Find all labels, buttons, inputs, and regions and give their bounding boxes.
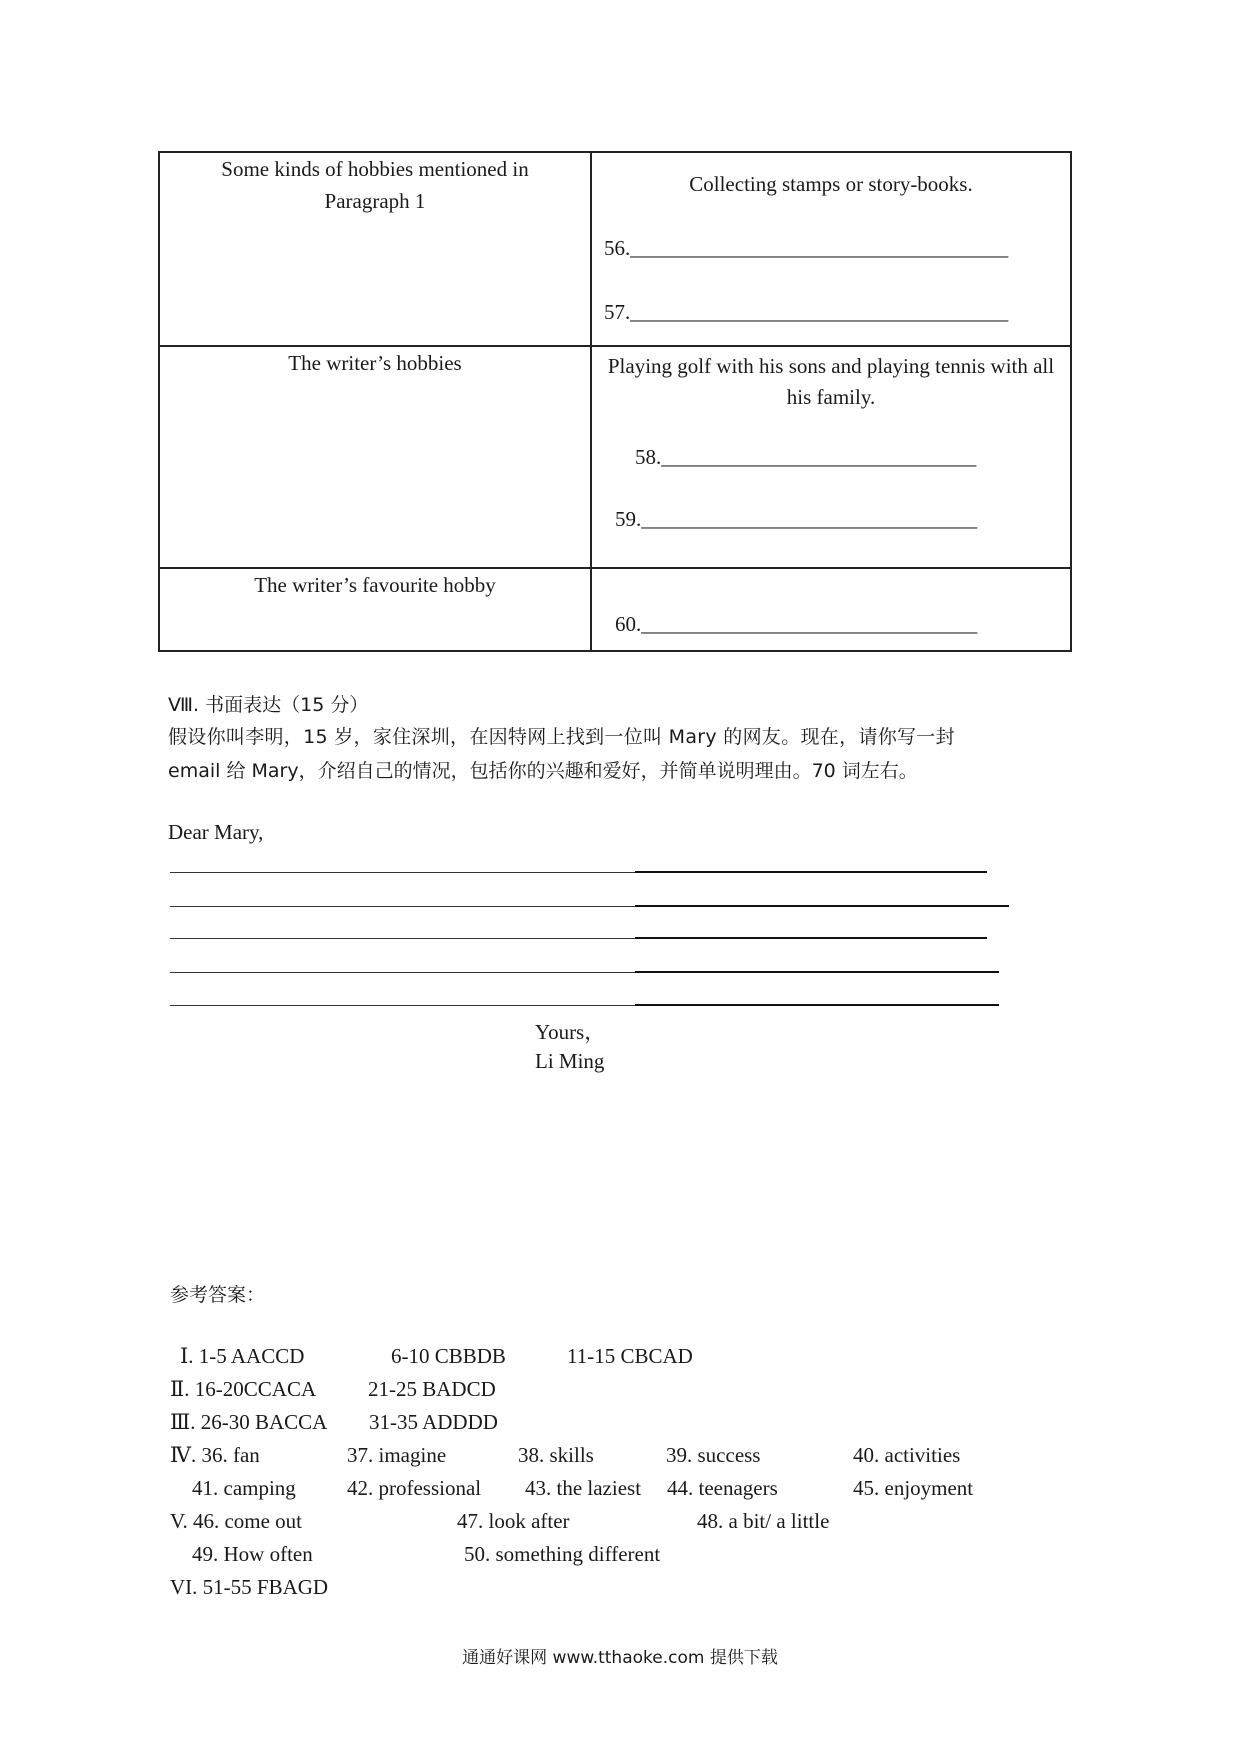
- table-row-answers: [591, 568, 1071, 651]
- answer-IV-2: 37. imagine: [347, 1443, 447, 1467]
- answer-IV-7: 42. professional: [347, 1476, 482, 1500]
- writing-line[interactable]: [635, 905, 1009, 907]
- blank-59[interactable]: 59.________________________________: [615, 507, 978, 531]
- answer-V-5: 50. something different: [464, 1542, 661, 1566]
- row-label-text: The writer’s hobbies: [288, 351, 462, 375]
- answer-V-3: 48. a bit/ a little: [697, 1509, 830, 1533]
- answer-IV-1: Ⅳ. 36. fan: [170, 1443, 260, 1467]
- blank-56[interactable]: 56.____________________________________: [604, 236, 1009, 260]
- answers-heading: 参考答案：: [170, 1284, 266, 1306]
- row-label-text: The writer’s favourite hobby: [254, 573, 496, 597]
- given-answer: Collecting stamps or story-books.: [689, 172, 973, 196]
- answer-IV-3: 38. skills: [518, 1443, 594, 1467]
- blank-60[interactable]: 60.________________________________: [615, 612, 978, 636]
- table-row-answers: [591, 152, 1071, 346]
- answer-IV-4: 39. success: [666, 1443, 761, 1467]
- answer-II-1: Ⅱ. 16-20CCACA: [170, 1377, 317, 1401]
- writing-line[interactable]: [170, 938, 635, 939]
- writing-line[interactable]: [170, 972, 635, 973]
- answer-IV-6: 41. camping: [192, 1476, 296, 1500]
- table-row-answers: [591, 346, 1071, 568]
- answer-IV-5: 40. activities: [853, 1443, 961, 1467]
- table-row-label: [159, 346, 591, 568]
- letter-signature: Li Ming: [535, 1049, 605, 1073]
- row-label-text: Some kinds of hobbies mentioned in Paragraph 1: [221, 157, 529, 213]
- writing-line[interactable]: [170, 872, 635, 873]
- writing-prompt-line1: 假设你叫李明，15 岁，家住深圳，在因特网上找到一位叫 Mary 的网友。现在，请你写一封: [168, 726, 955, 748]
- writing-line[interactable]: [635, 937, 987, 939]
- answer-III-2: 31-35 ADDDD: [369, 1410, 498, 1434]
- table-row-label: [159, 568, 591, 651]
- answer-II-2: 21-25 BADCD: [368, 1377, 496, 1401]
- table-row-label: [159, 152, 591, 346]
- writing-heading: Ⅷ. 书面表达（15 分）: [168, 694, 369, 716]
- given-answer: Playing golf with his sons and playing tennis with all his family.: [607, 354, 1055, 409]
- answer-III-1: Ⅲ. 26-30 BACCA: [170, 1410, 328, 1434]
- writing-line[interactable]: [170, 1005, 635, 1006]
- answer-V-2: 47. look after: [457, 1509, 570, 1533]
- answer-I-2: 6-10 CBBDB: [391, 1344, 506, 1368]
- letter-greeting: Dear Mary,: [168, 820, 264, 844]
- page-footer: 通通好课网 www.tthaoke.com 提供下载: [462, 1648, 778, 1668]
- writing-line[interactable]: [635, 971, 999, 973]
- hobbies-table: [158, 151, 1072, 652]
- answer-I-3: 11-15 CBCAD: [567, 1344, 693, 1368]
- blank-57[interactable]: 57.____________________________________: [604, 300, 1009, 324]
- blank-58[interactable]: 58.______________________________: [635, 445, 977, 469]
- letter-closing: Yours，: [535, 1020, 606, 1044]
- answer-IV-8: 43. the laziest: [525, 1476, 642, 1500]
- writing-line[interactable]: [635, 1004, 999, 1006]
- answer-V-4: 49. How often: [192, 1542, 313, 1566]
- writing-prompt-line2: email 给 Mary，介绍自己的情况，包括你的兴趣和爱好，并简单说明理由。70 词左右。: [168, 760, 918, 782]
- answer-IV-9: 44. teenagers: [667, 1476, 778, 1500]
- writing-line[interactable]: [635, 871, 987, 873]
- answer-IV-10: 45. enjoyment: [853, 1476, 974, 1500]
- answer-I-1: Ⅰ. 1-5 AACCD: [180, 1344, 305, 1368]
- writing-line[interactable]: [170, 906, 635, 907]
- answer-VI: VI. 51-55 FBAGD: [170, 1575, 329, 1599]
- answer-V-1: V. 46. come out: [170, 1509, 303, 1533]
